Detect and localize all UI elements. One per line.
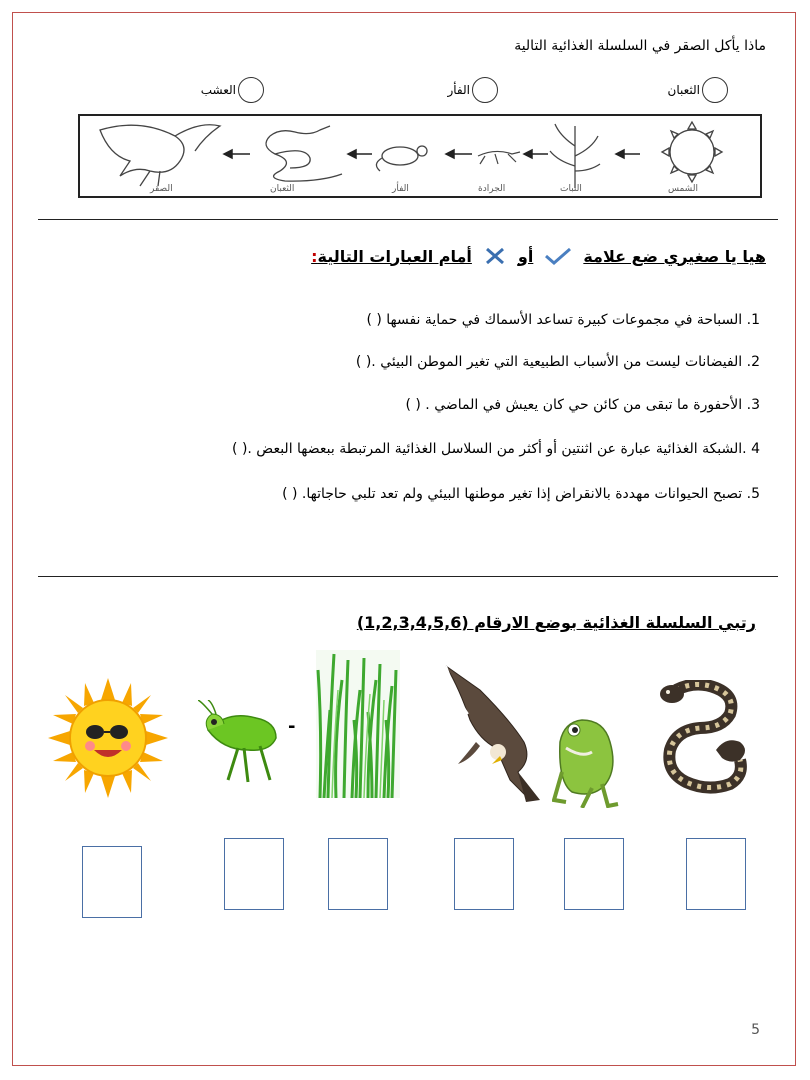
snake-icon <box>266 126 342 181</box>
eagle-icon <box>440 660 544 806</box>
statement-4: 4 .الشبكة الغذائية عبارة عن اثنتين أو أكثر من السلاسل الغذائية المرتبطة ببعضها البعض .( ) <box>232 441 760 457</box>
statement-2: 2. الفيضانات ليست من الأسباب الطبيعية التي تغير الموطن البيئي .( ) <box>355 354 760 370</box>
grasshopper-icon <box>478 151 520 164</box>
mouse-icon <box>376 146 427 171</box>
statement-5: 5. تصبح الحيوانات مهددة بالانقراض إذا تغير موطنها البيئي ولم تعد تلبي حاجاتها. ( ) <box>282 486 760 502</box>
sun-icon <box>662 122 722 182</box>
chain-label-eagle: الصقر <box>150 184 173 194</box>
frog-icon <box>552 712 624 808</box>
page-number: 5 <box>751 1022 760 1038</box>
heading-colon: : <box>311 246 318 266</box>
statement-1: 1. السباحة في مجموعات كبيرة تساعد الأسماك في حماية نفسها ( ) <box>366 312 760 328</box>
heading-or: أو <box>517 246 534 266</box>
answer-box-sun[interactable] <box>82 846 142 918</box>
question1-text: ماذا يأكل الصقر في السلسلة الغذائية التالية <box>514 38 766 54</box>
option-circle[interactable] <box>702 77 728 103</box>
divider <box>38 576 778 577</box>
sun-icon <box>48 678 168 798</box>
answer-box-grasshopper[interactable] <box>224 838 284 910</box>
chain-label-sun: الشمس <box>668 184 698 194</box>
cross-icon <box>482 246 508 266</box>
chain-label-mouse: الفأر <box>392 184 409 194</box>
option-grass[interactable] <box>201 77 264 103</box>
option-circle[interactable] <box>472 77 498 103</box>
grass-icon <box>316 650 400 798</box>
heading-text: هيا يا صغيري ضع علامة <box>583 246 766 266</box>
answer-box-grass[interactable] <box>328 838 388 910</box>
snake-icon <box>656 680 748 806</box>
section3-heading: رتبي السلسلة الغذائية بوضع الارقام (1,2,3,4,5,6) <box>356 613 756 632</box>
grasshopper-icon <box>198 700 280 786</box>
heading-end: أمام العبارات التالية <box>317 246 472 266</box>
dash-mark: - <box>288 716 296 737</box>
answer-box-eagle[interactable] <box>454 838 514 910</box>
divider <box>38 219 778 220</box>
option-label: الثعبان <box>667 83 700 97</box>
plant-icon <box>550 124 600 188</box>
statement-3: 3. الأحفورة ما تبقى من كائن حي كان يعيش في الماضي . ( ) <box>405 397 760 413</box>
option-circle[interactable] <box>238 77 264 103</box>
option-mouse[interactable] <box>447 77 498 103</box>
chain-label-snake: الثعبان <box>270 184 295 194</box>
chain-label-grasshopper: الجرادة <box>478 184 506 194</box>
chain-label-plant: النبات <box>560 184 582 194</box>
answer-box-frog[interactable] <box>564 838 624 910</box>
section2-heading <box>311 246 766 266</box>
option-label: العشب <box>200 83 236 97</box>
option-snake[interactable] <box>668 77 729 103</box>
eagle-icon <box>100 125 220 186</box>
food-chain-diagram <box>78 114 762 198</box>
check-icon <box>543 246 573 266</box>
answer-box-snake[interactable] <box>686 838 746 910</box>
option-label: الفأر <box>447 83 470 97</box>
